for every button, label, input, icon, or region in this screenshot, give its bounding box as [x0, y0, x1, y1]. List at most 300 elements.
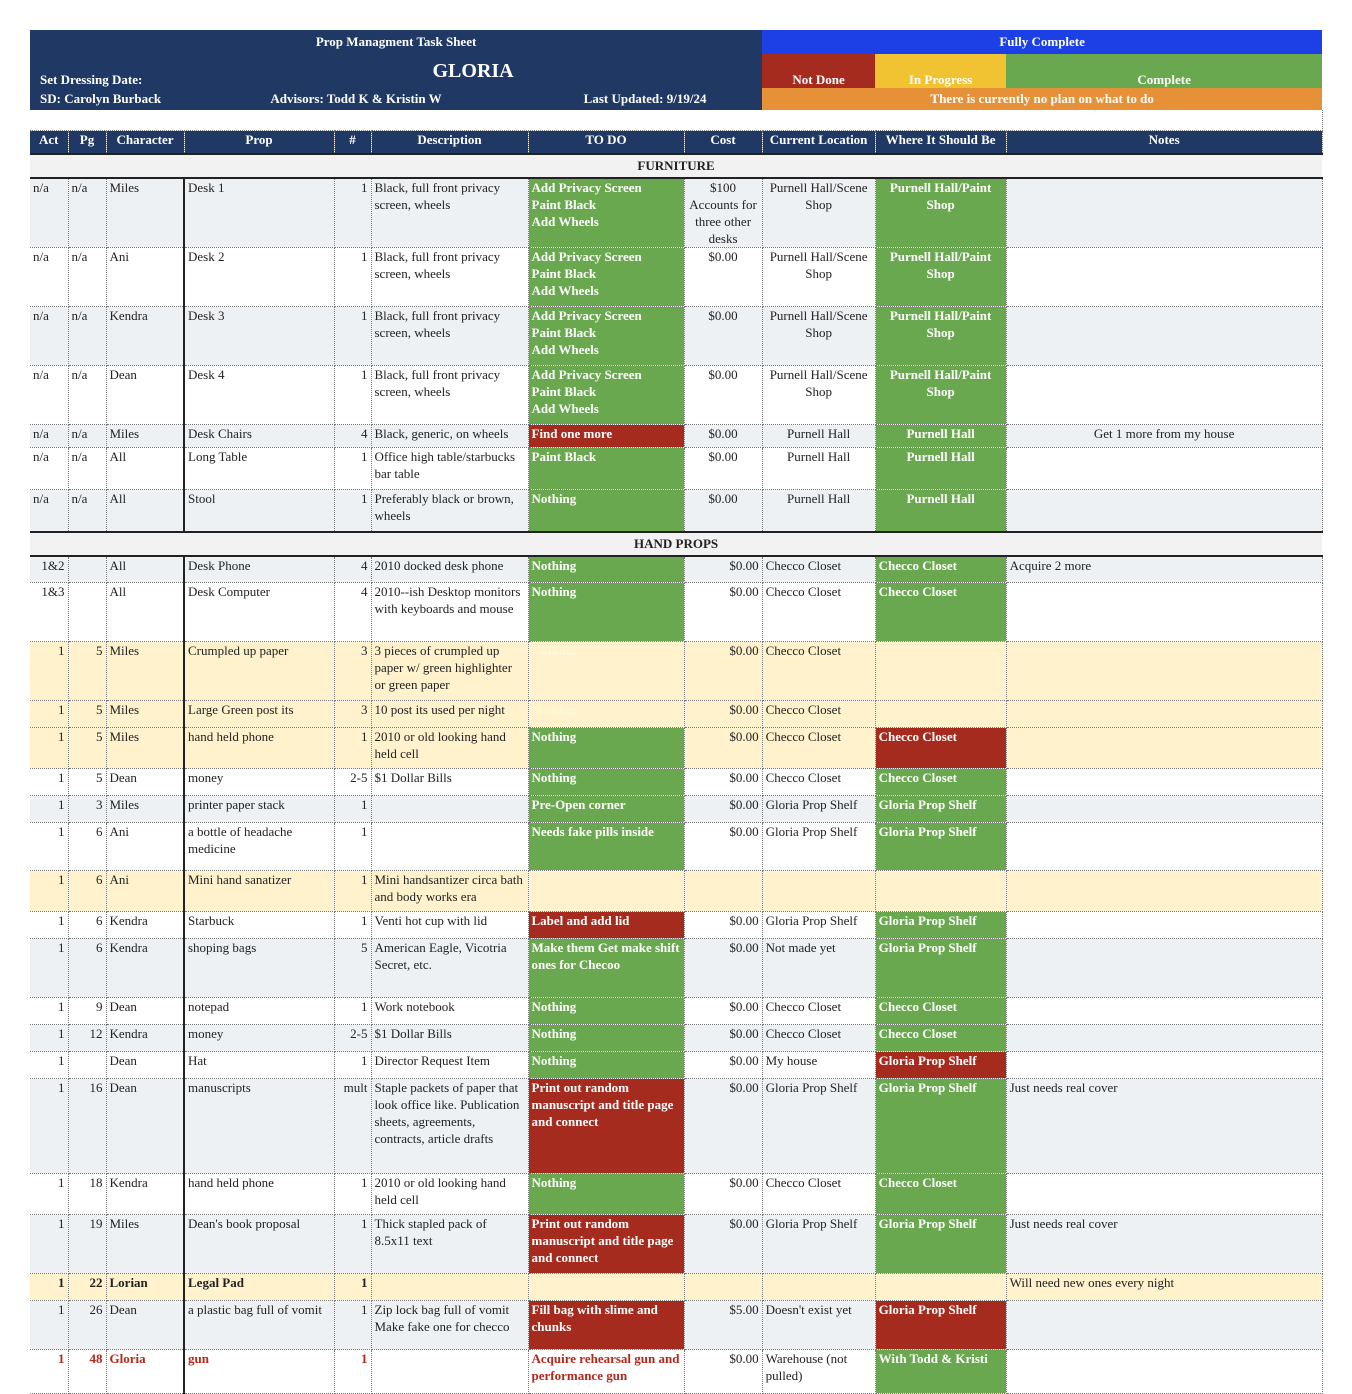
cell-cost[interactable]: $0.00: [684, 583, 762, 642]
cell-prop[interactable]: Desk Chairs: [184, 425, 334, 448]
cell-act[interactable]: 1&2: [30, 556, 68, 583]
cell-target[interactable]: Checco Closet: [875, 556, 1006, 583]
cell-description[interactable]: 3 pieces of crumpled up paper w/ green highlighter or green paper: [371, 642, 528, 701]
cell-act[interactable]: n/a: [30, 448, 68, 490]
cell-notes[interactable]: [1006, 912, 1322, 939]
cell-character[interactable]: Dean: [106, 1052, 184, 1079]
cell-current[interactable]: Gloria Prop Shelf: [762, 1079, 875, 1174]
cell-todo[interactable]: Pre-Open corner: [528, 796, 684, 823]
cell-todo[interactable]: Label and add lid: [528, 912, 684, 939]
cell-todo[interactable]: Nothing: [528, 583, 684, 642]
cell-current[interactable]: [762, 871, 875, 912]
cell-act[interactable]: n/a: [30, 178, 68, 248]
cell-todo[interactable]: Nothing: [528, 769, 684, 796]
cell-description[interactable]: Staple packets of paper that look office like. Publication sheets, agreements, contracts, article drafts: [371, 1079, 528, 1174]
cell-character[interactable]: Ani: [106, 248, 184, 307]
cell-target[interactable]: Purnell Hall: [875, 490, 1006, 532]
cell-cost[interactable]: $0.00: [684, 796, 762, 823]
cell-pg[interactable]: 3: [68, 796, 106, 823]
cell-act[interactable]: 1: [30, 701, 68, 728]
cell-act[interactable]: 1: [30, 1174, 68, 1215]
cell-act[interactable]: 1: [30, 871, 68, 912]
cell-description[interactable]: Zip lock bag full of vomit Make fake one for checco: [371, 1301, 528, 1350]
cell-target[interactable]: Gloria Prop Shelf: [875, 796, 1006, 823]
cell-description[interactable]: Mini handsantizer circa bath and body works era: [371, 871, 528, 912]
cell-prop[interactable]: manuscripts: [184, 1079, 334, 1174]
cell-todo[interactable]: Print out random manuscript and title page and connect: [528, 1215, 684, 1274]
cell-pg[interactable]: 6: [68, 912, 106, 939]
cell-character[interactable]: Dean: [106, 1079, 184, 1174]
cell-qty[interactable]: 1: [334, 490, 371, 532]
cell-target[interactable]: With Todd & Kristi: [875, 1350, 1006, 1394]
cell-notes[interactable]: Get 1 more from my house: [1006, 425, 1322, 448]
cell-target[interactable]: Gloria Prop Shelf: [875, 939, 1006, 998]
cell-pg[interactable]: 5: [68, 701, 106, 728]
cell-current[interactable]: My house: [762, 1052, 875, 1079]
cell-pg[interactable]: 9: [68, 998, 106, 1025]
cell-todo[interactable]: Nothing: [528, 998, 684, 1025]
table-row[interactable]: [30, 796, 1322, 823]
cell-pg[interactable]: [68, 556, 106, 583]
cell-act[interactable]: 1: [30, 998, 68, 1025]
cell-character[interactable]: Dean: [106, 366, 184, 425]
table-row[interactable]: [30, 871, 1322, 912]
cell-current[interactable]: Purnell Hall/Scene Shop: [762, 307, 875, 366]
table-row[interactable]: [30, 1079, 1322, 1174]
cell-target[interactable]: Checco Closet: [875, 998, 1006, 1025]
cell-cost[interactable]: $0.00: [684, 823, 762, 871]
cell-cost[interactable]: $0.00: [684, 1025, 762, 1052]
cell-pg[interactable]: 48: [68, 1350, 106, 1394]
cell-current[interactable]: Checco Closet: [762, 1025, 875, 1052]
cell-description[interactable]: Black, generic, on wheels: [371, 425, 528, 448]
cell-todo[interactable]: Nothing: [528, 1025, 684, 1052]
cell-notes[interactable]: [1006, 448, 1322, 490]
cell-current[interactable]: Checco Closet: [762, 1174, 875, 1215]
cell-character[interactable]: Miles: [106, 701, 184, 728]
cell-act[interactable]: 1: [30, 823, 68, 871]
cell-pg[interactable]: 5: [68, 642, 106, 701]
cell-qty[interactable]: 1: [334, 307, 371, 366]
table-row[interactable]: [30, 366, 1322, 425]
cell-prop[interactable]: Desk Phone: [184, 556, 334, 583]
cell-prop[interactable]: Hat: [184, 1052, 334, 1079]
cell-todo[interactable]: Add Privacy Screen Paint Black Add Wheels: [528, 366, 684, 425]
cell-todo[interactable]: [528, 871, 684, 912]
cell-qty[interactable]: 1: [334, 448, 371, 490]
cell-target[interactable]: Checco Closet: [875, 728, 1006, 769]
cell-current[interactable]: Purnell Hall/Scene Shop: [762, 366, 875, 425]
cell-notes[interactable]: [1006, 583, 1322, 642]
cell-cost[interactable]: $0.00: [684, 1215, 762, 1274]
cell-description[interactable]: 2010 or old looking hand held cell: [371, 728, 528, 769]
cell-act[interactable]: 1: [30, 642, 68, 701]
cell-character[interactable]: Miles: [106, 642, 184, 701]
cell-target[interactable]: Gloria Prop Shelf: [875, 1301, 1006, 1350]
cell-prop[interactable]: printer paper stack: [184, 796, 334, 823]
table-row[interactable]: [30, 642, 1322, 701]
cell-notes[interactable]: Just needs real cover: [1006, 1215, 1322, 1274]
cell-act[interactable]: 1: [30, 939, 68, 998]
cell-target[interactable]: Gloria Prop Shelf: [875, 1052, 1006, 1079]
cell-character[interactable]: All: [106, 583, 184, 642]
cell-prop[interactable]: Desk 2: [184, 248, 334, 307]
cell-character[interactable]: Miles: [106, 796, 184, 823]
cell-cost[interactable]: $0.00: [684, 448, 762, 490]
cell-qty[interactable]: 1: [334, 1301, 371, 1350]
table-row[interactable]: [30, 1301, 1322, 1350]
cell-notes[interactable]: [1006, 248, 1322, 307]
cell-notes[interactable]: [1006, 1174, 1322, 1215]
cell-notes[interactable]: Acquire 2 more: [1006, 556, 1322, 583]
cell-target[interactable]: Gloria Prop Shelf: [875, 1079, 1006, 1174]
cell-cost[interactable]: $0.00: [684, 490, 762, 532]
cell-act[interactable]: 1: [30, 796, 68, 823]
cell-act[interactable]: 1: [30, 1215, 68, 1274]
cell-target[interactable]: Purnell Hall/Paint Shop: [875, 248, 1006, 307]
cell-description[interactable]: American Eagle, Vicotria Secret, etc.: [371, 939, 528, 998]
cell-qty[interactable]: 1: [334, 248, 371, 307]
cell-notes[interactable]: [1006, 178, 1322, 248]
cell-notes[interactable]: [1006, 1350, 1322, 1394]
cell-target[interactable]: Gloria Prop Shelf: [875, 1215, 1006, 1274]
cell-cost[interactable]: [684, 871, 762, 912]
cell-current[interactable]: Checco Closet: [762, 998, 875, 1025]
cell-current[interactable]: Gloria Prop Shelf: [762, 1215, 875, 1274]
cell-current[interactable]: Purnell Hall/Scene Shop: [762, 178, 875, 248]
table-row[interactable]: [30, 248, 1322, 307]
cell-pg[interactable]: 12: [68, 1025, 106, 1052]
cell-todo[interactable]: Find one more: [528, 425, 684, 448]
cell-qty[interactable]: 1: [334, 823, 371, 871]
cell-qty[interactable]: 5: [334, 939, 371, 998]
cell-cost[interactable]: $0.00: [684, 248, 762, 307]
cell-description[interactable]: 2010 or old looking hand held cell: [371, 1174, 528, 1215]
cell-act[interactable]: 1: [30, 769, 68, 796]
cell-prop[interactable]: hand held phone: [184, 728, 334, 769]
cell-qty[interactable]: 1: [334, 1052, 371, 1079]
cell-todo[interactable]: Add Privacy Screen Paint Black Add Wheels: [528, 178, 684, 248]
cell-qty[interactable]: 1: [334, 998, 371, 1025]
cell-cost[interactable]: $0.00: [684, 701, 762, 728]
cell-character[interactable]: Miles: [106, 1215, 184, 1274]
cell-qty[interactable]: 4: [334, 425, 371, 448]
cell-description[interactable]: Black, full front privacy screen, wheels: [371, 307, 528, 366]
cell-prop[interactable]: notepad: [184, 998, 334, 1025]
cell-current[interactable]: Purnell Hall/Scene Shop: [762, 248, 875, 307]
cell-qty[interactable]: 2-5: [334, 769, 371, 796]
cell-description[interactable]: Venti hot cup with lid: [371, 912, 528, 939]
cell-pg[interactable]: n/a: [68, 248, 106, 307]
cell-qty[interactable]: 2-5: [334, 1025, 371, 1052]
table-row[interactable]: [30, 1025, 1322, 1052]
cell-pg[interactable]: [68, 1052, 106, 1079]
cell-cost[interactable]: $0.00: [684, 366, 762, 425]
table-row[interactable]: [30, 1274, 1322, 1301]
cell-cost[interactable]: $0.00: [684, 728, 762, 769]
cell-todo[interactable]: Nothing: [528, 1174, 684, 1215]
cell-current[interactable]: Checco Closet: [762, 642, 875, 701]
cell-notes[interactable]: [1006, 823, 1322, 871]
cell-current[interactable]: Purnell Hall: [762, 448, 875, 490]
cell-act[interactable]: 1: [30, 1079, 68, 1174]
cell-description[interactable]: 10 post its used per night: [371, 701, 528, 728]
cell-target[interactable]: Checco Closet: [875, 1174, 1006, 1215]
cell-notes[interactable]: [1006, 1301, 1322, 1350]
cell-todo[interactable]: Acquire rehearsal gun and performance gun: [528, 1350, 684, 1394]
cell-act[interactable]: 1: [30, 912, 68, 939]
table-row[interactable]: [30, 583, 1322, 642]
table-row[interactable]: [30, 178, 1322, 248]
cell-act[interactable]: 1: [30, 1025, 68, 1052]
cell-pg[interactable]: 6: [68, 939, 106, 998]
cell-current[interactable]: Purnell Hall: [762, 425, 875, 448]
cell-notes[interactable]: [1006, 1052, 1322, 1079]
cell-character[interactable]: Dean: [106, 769, 184, 796]
cell-character[interactable]: Lorian: [106, 1274, 184, 1301]
cell-description[interactable]: Black, full front privacy screen, wheels: [371, 366, 528, 425]
table-row[interactable]: [30, 769, 1322, 796]
cell-pg[interactable]: 19: [68, 1215, 106, 1274]
cell-act[interactable]: 1: [30, 728, 68, 769]
cell-target[interactable]: Gloria Prop Shelf: [875, 823, 1006, 871]
cell-pg[interactable]: 5: [68, 769, 106, 796]
table-row[interactable]: [30, 1052, 1322, 1079]
cell-pg[interactable]: n/a: [68, 366, 106, 425]
cell-todo[interactable]: Nothing: [528, 642, 684, 701]
cell-description[interactable]: [371, 796, 528, 823]
cell-target[interactable]: [875, 642, 1006, 701]
cell-description[interactable]: Black, full front privacy screen, wheels: [371, 248, 528, 307]
cell-act[interactable]: n/a: [30, 490, 68, 532]
cell-qty[interactable]: 1: [334, 796, 371, 823]
cell-todo[interactable]: Add Privacy Screen Paint Black Add Wheels: [528, 307, 684, 366]
cell-current[interactable]: Purnell Hall: [762, 490, 875, 532]
cell-current[interactable]: Not made yet: [762, 939, 875, 998]
cell-prop[interactable]: hand held phone: [184, 1174, 334, 1215]
cell-qty[interactable]: 4: [334, 556, 371, 583]
cell-current[interactable]: Checco Closet: [762, 769, 875, 796]
cell-act[interactable]: n/a: [30, 366, 68, 425]
cell-prop[interactable]: money: [184, 1025, 334, 1052]
cell-notes[interactable]: [1006, 796, 1322, 823]
cell-todo[interactable]: Add Privacy Screen Paint Black Add Wheels: [528, 248, 684, 307]
cell-notes[interactable]: [1006, 366, 1322, 425]
cell-prop[interactable]: money: [184, 769, 334, 796]
cell-current[interactable]: Checco Closet: [762, 701, 875, 728]
cell-character[interactable]: Miles: [106, 178, 184, 248]
cell-description[interactable]: Director Request Item: [371, 1052, 528, 1079]
cell-character[interactable]: Kendra: [106, 1174, 184, 1215]
cell-notes[interactable]: [1006, 769, 1322, 796]
cell-prop[interactable]: Legal Pad: [184, 1274, 334, 1301]
cell-cost[interactable]: $0.00: [684, 1350, 762, 1394]
cell-qty[interactable]: 1: [334, 1274, 371, 1301]
cell-description[interactable]: 2010 docked desk phone: [371, 556, 528, 583]
cell-prop[interactable]: Crumpled up paper: [184, 642, 334, 701]
cell-prop[interactable]: a bottle of headache medicine: [184, 823, 334, 871]
cell-todo[interactable]: Nothing: [528, 728, 684, 769]
cell-current[interactable]: Checco Closet: [762, 728, 875, 769]
cell-character[interactable]: All: [106, 448, 184, 490]
cell-description[interactable]: Thick stapled pack of 8.5x11 text: [371, 1215, 528, 1274]
cell-notes[interactable]: [1006, 307, 1322, 366]
cell-todo[interactable]: Make them Get make shift ones for Checoo: [528, 939, 684, 998]
table-row[interactable]: [30, 728, 1322, 769]
cell-qty[interactable]: 1: [334, 1174, 371, 1215]
cell-prop[interactable]: Desk 3: [184, 307, 334, 366]
cell-act[interactable]: 1&3: [30, 583, 68, 642]
cell-character[interactable]: Gloria: [106, 1350, 184, 1394]
cell-target[interactable]: Purnell Hall: [875, 448, 1006, 490]
cell-cost[interactable]: $0.00: [684, 556, 762, 583]
cell-description[interactable]: 2010--ish Desktop monitors with keyboards and mouse: [371, 583, 528, 642]
cell-character[interactable]: Miles: [106, 425, 184, 448]
cell-prop[interactable]: shoping bags: [184, 939, 334, 998]
table-row[interactable]: [30, 1350, 1322, 1394]
table-row[interactable]: [30, 448, 1322, 490]
table-row[interactable]: [30, 998, 1322, 1025]
cell-pg[interactable]: 6: [68, 871, 106, 912]
cell-todo[interactable]: Nothing: [528, 490, 684, 532]
table-row[interactable]: [30, 490, 1322, 532]
cell-target[interactable]: [875, 701, 1006, 728]
cell-description[interactable]: [371, 1274, 528, 1301]
cell-cost[interactable]: $0.00: [684, 912, 762, 939]
cell-current[interactable]: Gloria Prop Shelf: [762, 912, 875, 939]
cell-pg[interactable]: 6: [68, 823, 106, 871]
cell-current[interactable]: Gloria Prop Shelf: [762, 796, 875, 823]
cell-cost[interactable]: [684, 1274, 762, 1301]
cell-notes[interactable]: [1006, 728, 1322, 769]
cell-character[interactable]: Kendra: [106, 1025, 184, 1052]
cell-cost[interactable]: $0.00: [684, 1079, 762, 1174]
cell-todo[interactable]: [528, 1274, 684, 1301]
cell-prop[interactable]: Desk Computer: [184, 583, 334, 642]
cell-notes[interactable]: [1006, 490, 1322, 532]
cell-description[interactable]: Office high table/starbucks bar table: [371, 448, 528, 490]
cell-cost[interactable]: $0.00: [684, 425, 762, 448]
table-row[interactable]: [30, 556, 1322, 583]
cell-todo[interactable]: Needs fake pills inside: [528, 823, 684, 871]
cell-todo[interactable]: Nothing: [528, 701, 684, 728]
cell-character[interactable]: Miles: [106, 728, 184, 769]
cell-notes[interactable]: [1006, 939, 1322, 998]
cell-character[interactable]: Dean: [106, 998, 184, 1025]
cell-notes[interactable]: Will need new ones every night: [1006, 1274, 1322, 1301]
cell-prop[interactable]: Desk 4: [184, 366, 334, 425]
cell-description[interactable]: $1 Dollar Bills: [371, 1025, 528, 1052]
cell-qty[interactable]: mult: [334, 1079, 371, 1174]
table-row[interactable]: [30, 425, 1322, 448]
cell-pg[interactable]: n/a: [68, 178, 106, 248]
cell-qty[interactable]: 3: [334, 642, 371, 701]
cell-prop[interactable]: gun: [184, 1350, 334, 1394]
cell-current[interactable]: Gloria Prop Shelf: [762, 823, 875, 871]
cell-description[interactable]: $1 Dollar Bills: [371, 769, 528, 796]
cell-description[interactable]: [371, 823, 528, 871]
cell-qty[interactable]: 1: [334, 178, 371, 248]
cell-act[interactable]: n/a: [30, 425, 68, 448]
cell-cost[interactable]: $0.00: [684, 769, 762, 796]
cell-prop[interactable]: Stool: [184, 490, 334, 532]
cell-character[interactable]: Dean: [106, 1301, 184, 1350]
cell-prop[interactable]: Starbuck: [184, 912, 334, 939]
cell-qty[interactable]: 1: [334, 366, 371, 425]
cell-act[interactable]: n/a: [30, 307, 68, 366]
cell-notes[interactable]: [1006, 701, 1322, 728]
cell-todo[interactable]: Paint Black: [528, 448, 684, 490]
cell-pg[interactable]: 16: [68, 1079, 106, 1174]
cell-target[interactable]: Purnell Hall/Paint Shop: [875, 307, 1006, 366]
cell-todo[interactable]: Nothing: [528, 556, 684, 583]
cell-cost[interactable]: $0.00: [684, 307, 762, 366]
cell-qty[interactable]: 1: [334, 728, 371, 769]
cell-character[interactable]: Ani: [106, 823, 184, 871]
cell-prop[interactable]: Mini hand sanatizer: [184, 871, 334, 912]
cell-character[interactable]: All: [106, 490, 184, 532]
cell-target[interactable]: Checco Closet: [875, 1025, 1006, 1052]
cell-qty[interactable]: 4: [334, 583, 371, 642]
table-row[interactable]: [30, 1215, 1322, 1274]
cell-pg[interactable]: 5: [68, 728, 106, 769]
cell-act[interactable]: 1: [30, 1301, 68, 1350]
cell-description[interactable]: Black, full front privacy screen, wheels: [371, 178, 528, 248]
cell-pg[interactable]: 18: [68, 1174, 106, 1215]
cell-description[interactable]: Preferably black or brown, wheels: [371, 490, 528, 532]
cell-current[interactable]: [762, 1274, 875, 1301]
cell-character[interactable]: Ani: [106, 871, 184, 912]
cell-prop[interactable]: a plastic bag full of vomit: [184, 1301, 334, 1350]
cell-prop[interactable]: Desk 1: [184, 178, 334, 248]
cell-notes[interactable]: [1006, 642, 1322, 701]
cell-description[interactable]: Work notebook: [371, 998, 528, 1025]
cell-qty[interactable]: 1: [334, 912, 371, 939]
cell-prop[interactable]: Long Table: [184, 448, 334, 490]
cell-target[interactable]: Purnell Hall/Paint Shop: [875, 366, 1006, 425]
cell-cost[interactable]: $5.00: [684, 1301, 762, 1350]
cell-current[interactable]: Doesn't exist yet: [762, 1301, 875, 1350]
cell-character[interactable]: Kendra: [106, 307, 184, 366]
cell-qty[interactable]: 1: [334, 871, 371, 912]
cell-current[interactable]: Checco Closet: [762, 556, 875, 583]
table-row[interactable]: [30, 701, 1322, 728]
cell-todo[interactable]: Print out random manuscript and title page and connect: [528, 1079, 684, 1174]
cell-cost[interactable]: $0.00: [684, 1052, 762, 1079]
cell-notes[interactable]: [1006, 998, 1322, 1025]
cell-act[interactable]: 1: [30, 1274, 68, 1301]
cell-pg[interactable]: 22: [68, 1274, 106, 1301]
cell-cost[interactable]: $100 Accounts for three other desks: [684, 178, 762, 248]
cell-target[interactable]: Purnell Hall/Paint Shop: [875, 178, 1006, 248]
cell-notes[interactable]: [1006, 1025, 1322, 1052]
cell-target[interactable]: Checco Closet: [875, 583, 1006, 642]
cell-target[interactable]: Purnell Hall: [875, 425, 1006, 448]
cell-target[interactable]: Gloria Prop Shelf: [875, 912, 1006, 939]
cell-target[interactable]: Checco Closet: [875, 769, 1006, 796]
table-row[interactable]: [30, 823, 1322, 871]
cell-todo[interactable]: Nothing: [528, 1052, 684, 1079]
cell-character[interactable]: Kendra: [106, 939, 184, 998]
cell-target[interactable]: [875, 1274, 1006, 1301]
cell-cost[interactable]: $0.00: [684, 642, 762, 701]
cell-current[interactable]: Checco Closet: [762, 583, 875, 642]
cell-qty[interactable]: 3: [334, 701, 371, 728]
cell-act[interactable]: 1: [30, 1350, 68, 1394]
cell-notes[interactable]: Just needs real cover: [1006, 1079, 1322, 1174]
cell-notes[interactable]: [1006, 871, 1322, 912]
cell-prop[interactable]: Dean's book proposal: [184, 1215, 334, 1274]
